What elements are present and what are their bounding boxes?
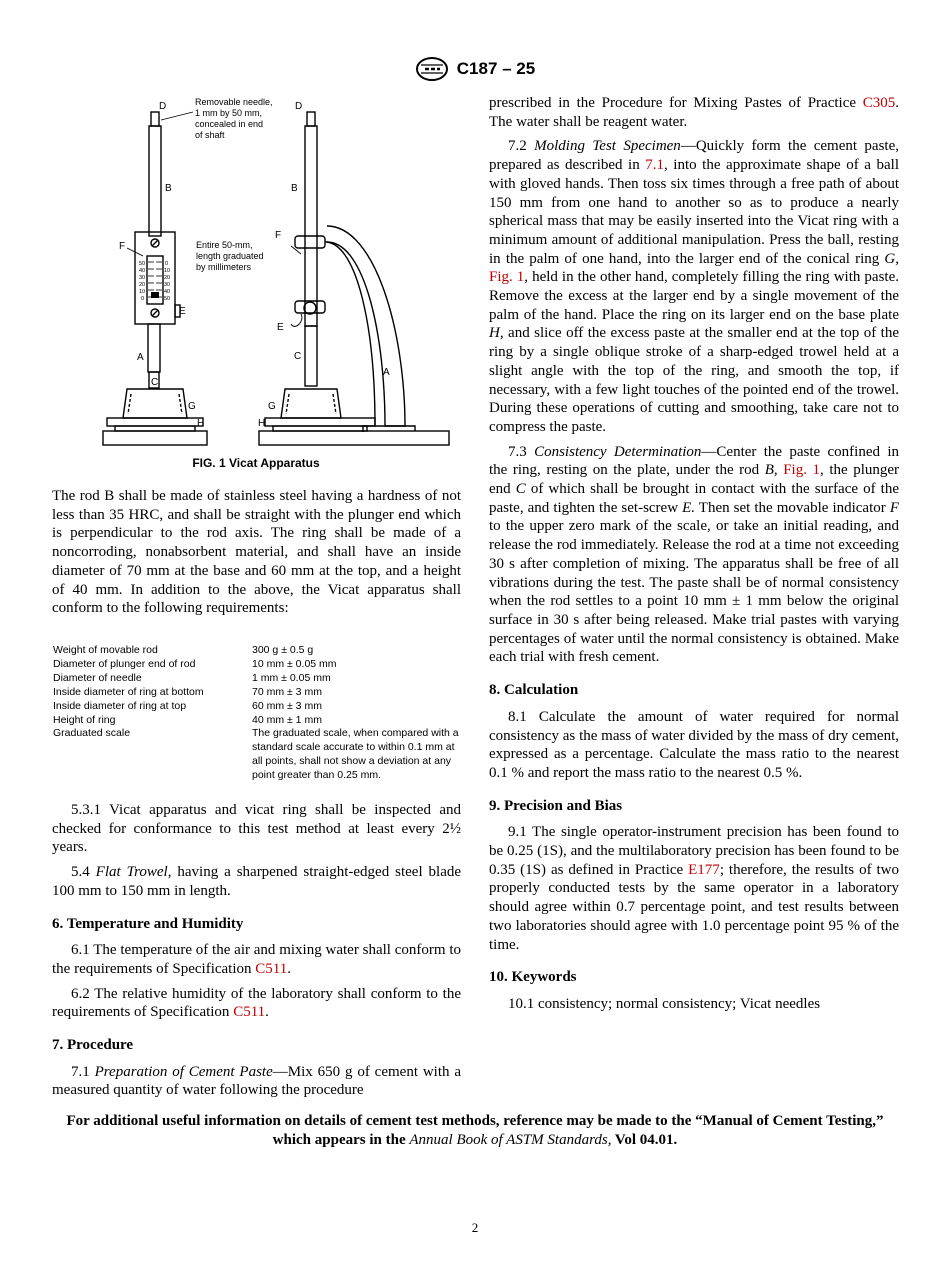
svg-text:10: 10: [164, 268, 171, 274]
left-column-lower: [52, 801, 461, 1106]
rod-b-left: [149, 126, 161, 236]
label-a-right: A: [383, 367, 390, 378]
svg-text:of shaft: of shaft: [195, 130, 225, 140]
table-row: Inside diameter of ring at bottom 70 mm ± 3 mm: [53, 685, 322, 698]
link-c305[interactable]: C305: [862, 95, 896, 111]
svg-text:30: 30: [139, 275, 146, 281]
section-8-heading: 8. Calculation: [489, 682, 579, 699]
label-c-right: C: [294, 351, 302, 362]
document-code: C187 – 25: [456, 59, 536, 78]
svg-text:length graduated: length graduated: [196, 251, 264, 261]
needle-top-left: [151, 112, 159, 126]
svg-text:Entire 50-mm,: Entire 50-mm,: [196, 240, 253, 250]
label-f-right: F: [275, 230, 282, 241]
section-9-heading: 9. Precision and Bias: [489, 797, 623, 814]
label-b-right: B: [291, 183, 298, 194]
table-row: Diameter of plunger end of rod 10 mm ± 0.05 mm: [53, 657, 337, 670]
paragraph-8-1: 8.1 Calculate the amount of water required for normal consistency as the mass of water divided by the mass of dry cement, expressed as a percentage. Calculate the mass ratio to the nearest 0.1 % and report the mass ratio to the nearest 0.5 %.: [489, 708, 899, 781]
label-b-left: B: [165, 183, 172, 194]
table-row: Height of ring 40 mm ± 1 mm: [53, 713, 322, 726]
requirements-table: [53, 644, 467, 783]
link-fig-1[interactable]: Fig. 1: [783, 462, 821, 479]
label-a-left: A: [137, 352, 144, 363]
table-row: Graduated scale The graduated scale, when compared with a standard scale accurate to within 0.1 mm at all points, shall not show a deviation at any point greater than 0.25 mm.: [53, 727, 459, 782]
svg-text:50: 50: [164, 296, 171, 302]
paragraph-7-1: 7.1 Preparation of Cement Paste—Mix 650 g of cement with a measured quantity of water following the procedure: [52, 1063, 462, 1099]
svg-text:0: 0: [165, 261, 169, 267]
paragraph-rod-spec: The rod B shall be made of stainless steel having a hardness of not less than 35 HRC, and shall be straight with the plunger end which is perpendicular to the rod axis. The ring shall be made of a noncorroding, nonabsorbent material, and shall have an inside diameter of 70 mm at the base and 60 mm at the top, and a height of 40 mm. In addition to the above, the Vicat apparatus shall conform to the following requirements:: [52, 488, 461, 617]
svg-text:Removable needle,: Removable needle,: [195, 97, 273, 107]
svg-text:30: 30: [164, 282, 171, 288]
label-e-right: E: [277, 322, 284, 333]
svg-text:concealed in end: concealed in end: [195, 119, 264, 129]
label-e-left: E: [179, 306, 186, 317]
label-d-left: D: [159, 101, 167, 112]
label-g-right: G: [268, 401, 276, 412]
section-7-heading: 7. Procedure: [52, 1037, 134, 1054]
link-7-1[interactable]: 7.1: [645, 157, 665, 174]
svg-text:40: 40: [139, 268, 146, 274]
plunger-rod-a-left: [148, 324, 160, 372]
table-row: Inside diameter of ring at top 60 mm ± 3 mm: [53, 699, 322, 712]
label-d-right: D: [295, 101, 303, 112]
astm-logo-icon: [415, 56, 449, 82]
needle-top-right: [307, 112, 315, 126]
label-g-left: G: [188, 401, 196, 412]
section-10-heading: 10. Keywords: [489, 969, 577, 986]
label-f-left: F: [119, 241, 126, 252]
figure-caption: FIG. 1 Vicat Apparatus: [192, 456, 320, 470]
page-header: [0, 56, 950, 82]
table-row: Diameter of needle 1 mm ± 0.05 mm: [53, 671, 331, 684]
page-number: 2: [471, 1220, 479, 1235]
label-h-right: H: [258, 418, 266, 429]
paragraph-7-3: 7.3 Consistency Determination—Center the paste confined in the ring, resting on the plate, under the rod B, Fig. 1, the plunger end C of which shall be brought in contact with the surface of the paste, and tighten the set-screw E. Then set the movable indicator F to the upper zero mark of the scale, or take an initial reading, and release the rod immediately. Release the rod at a time not exceeding 30 s after completion of mixing. The apparatus shall be free of all vibrations during the test. The paste shall be of normal consistency when the rod settles to a point 10 mm ± 1 mm below the original surface in 30 s after being released. Make trial pastes with varying percentages of water until the normal consistency is obtained. Make each trial with fresh cement.: [489, 443, 900, 666]
svg-text:0: 0: [141, 296, 145, 302]
link-e177[interactable]: E177: [688, 861, 720, 878]
footer-note: For additional useful information on details of cement test methods, reference may be made to the “Manual of Cement Testing,” which appears in the Annual Book of ASTM Standards, Vol 04.01.: [66, 1113, 884, 1148]
paragraph-5-3-1: 5.3.1 Vicat apparatus and vicat ring shall be inspected and checked for conformance to this test method at least every 2½ years.: [52, 802, 461, 856]
vicat-apparatus-figure: [95, 96, 475, 454]
label-h-left: H: [197, 418, 205, 429]
paragraph-5-4: 5.4 Flat Trowel, having a sharpened straight-edged steel blade 100 mm to 150 mm in length.: [52, 864, 462, 899]
left-column: [52, 487, 461, 624]
svg-text:by millimeters: by millimeters: [196, 262, 252, 272]
svg-text:20: 20: [139, 282, 146, 288]
svg-text:10: 10: [139, 289, 146, 295]
section-6-heading: 6. Temperature and Humidity: [52, 915, 244, 932]
plunger-rod-c-right: [305, 326, 317, 386]
link-c511[interactable]: C511: [255, 960, 288, 977]
svg-text:50: 50: [139, 261, 146, 267]
paragraph-6-2: 6.2 The relative humidity of the laboratory shall conform to the requirements of Specification C511.: [52, 985, 461, 1021]
paragraph-7-1-cont: prescribed in the Procedure for Mixing Pastes of Practice C305. The water shall be reagent water.: [489, 95, 899, 130]
svg-text:40: 40: [164, 289, 171, 295]
paragraph-6-1: 6.1 The temperature of the air and mixing water shall conform to the requirements of Specification C511.: [52, 942, 461, 977]
right-column: [489, 94, 899, 1020]
link-c511[interactable]: C511: [233, 1004, 266, 1021]
paragraph-9-1: 9.1 The single operator-instrument precision has been found to be 0.25 (1S), and the multilaboratory precision has been found to be 0.35 (1S) as defined in Practice E177; therefore, the results of two properly conducted tests by the same operator in a laboratory should agree within 0.7 percentage point, and test results between two laboratories should agree with 1.0 percentage point 95 % of the time.: [489, 824, 900, 953]
svg-text:20: 20: [164, 275, 171, 281]
paragraph-7-2: 7.2 Molding Test Specimen—Quickly form the cement paste, prepared as described in 7.1, into the approximate shape of a ball with gloved hands. Then toss six times through a free path of about 150 mm from one hand to another so as to produce a nearly spherical mass that may be easily inserted into the Vicat ring with a minimum amount of additional manipulation. Press the ball, resting in the palm of one hand, into the larger end of the conical ring G, Fig. 1, held in the other hand, completely filling the ring with paste. Remove the excess at the larger end by a single movement of the palm of the hand. Place the ring on its larger end on the base plate H, and slice off the excess paste at the smaller end at the top of the ring by a single oblique stroke of a sharp-edged trowel held at a slight angle with the top of the ring, and smooth the top, if necessary, with a few light touches of the pointed end of the trowel. During these operations of cutting and smoothing, take care not to compress the paste.: [489, 138, 899, 435]
svg-text:1 mm by 50 mm,: 1 mm by 50 mm,: [195, 108, 263, 118]
link-fig-1[interactable]: Fig. 1: [489, 269, 525, 286]
table-row: Weight of movable rod 300 g ± 0.5 g: [53, 644, 314, 656]
paragraph-10-1: 10.1 consistency; normal consistency; Vicat needles: [508, 995, 821, 1012]
rod-b-right: [305, 126, 317, 326]
label-c-left: C: [151, 377, 159, 388]
